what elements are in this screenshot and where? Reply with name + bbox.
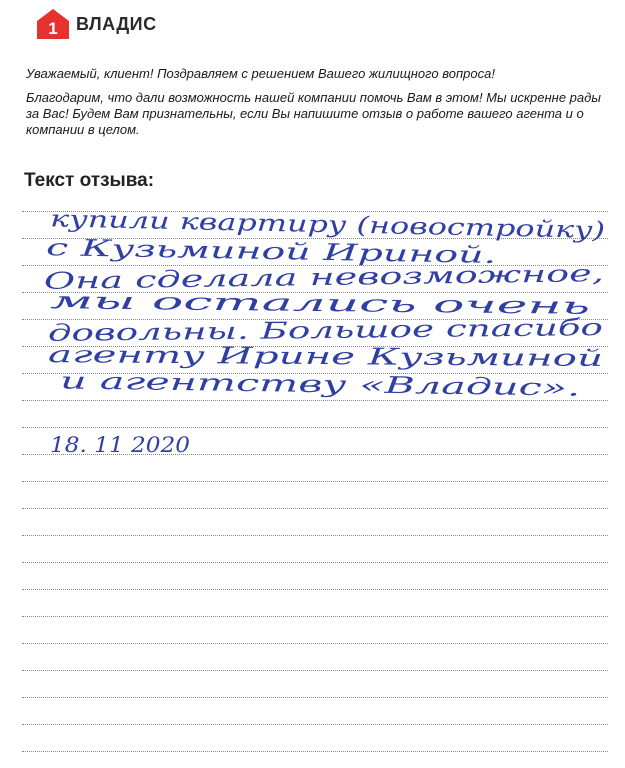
- handwriting-line: Она сделала невозможное,: [43, 264, 382, 295]
- handwritten-date: 18. 11 2020: [50, 433, 190, 457]
- congratulations-text: Уважаемый, клиент! Поздравляем с решением Вашего жилищного вопроса!: [26, 66, 495, 81]
- handwriting-line: с Кузьминой Ириной.: [45, 235, 309, 266]
- handwriting-line: и агентству «Владис».: [59, 368, 351, 399]
- handwriting-line: довольны. Большое спасибо: [47, 317, 391, 347]
- handwriting-line: купили квартиру (новостройку): [49, 206, 451, 241]
- handwriting-line: агенту Ирине Кузьминой: [47, 342, 365, 371]
- svg-text:1: 1: [48, 19, 58, 38]
- thanks-text: Благодарим, что дали возможность нашей компании помочь Вам в этом! Мы искренне рады за Вас! Будем Вам признательны, если Вы напишите отзыв о работе вашего агента и о компании в целом.: [26, 90, 601, 137]
- ruled-lines: [22, 0, 608, 768]
- handwriting-line: мы остались очень: [49, 288, 290, 317]
- review-title: Текст отзыва:: [24, 170, 155, 191]
- brand-name: ВЛАДИС: [76, 13, 157, 34]
